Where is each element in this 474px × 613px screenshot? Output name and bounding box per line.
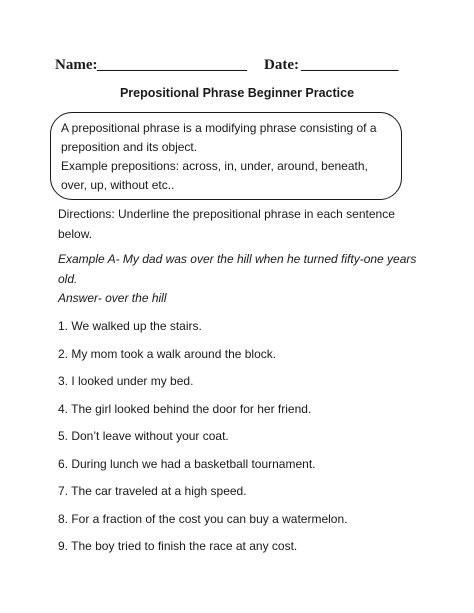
definition-box (50, 112, 402, 200)
question-item: 5. Don’t leave without your coat. (58, 429, 229, 443)
header-row (55, 57, 425, 77)
question-item: 9. The boy tried to finish the race at any cost. (58, 539, 298, 553)
directions-text: Directions: Underline the prepositional phrase in each sentence below. (58, 207, 395, 241)
name-label: Name: (55, 57, 98, 73)
question-item: 6. During lunch we had a basketball tournament. (58, 456, 316, 471)
example-block (58, 250, 418, 309)
example-sentence: Example A- My dad was over the hill when he turned fifty-one years old. (58, 252, 417, 286)
question-item: 8. For a fraction of the cost you can buy a watermelon. (58, 511, 348, 526)
question-item: 7. The car traveled at a high speed. (58, 484, 247, 498)
question-list (58, 318, 438, 566)
worksheet-title: Prepositional Phrase Beginner Practice (119, 86, 355, 100)
question-item: 1. We walked up the stairs. (58, 319, 202, 333)
example-answer: Answer- over the hill (58, 291, 167, 305)
question-item: 3. I looked under my bed. (58, 374, 194, 388)
question-item: 2. My mom took a walk around the block. (58, 346, 277, 361)
example-prepositions-text: Example prepositions: across, in, under, around, beneath, over, up, without etc.. (61, 159, 368, 192)
date-field-line: _____________ (301, 57, 399, 73)
definition-text: A prepositional phrase is a modifying phrase consisting of a preposition and its object. (61, 121, 377, 154)
question-item: 4. The girl looked behind the door for her friend. (58, 401, 312, 416)
name-field-line: ____________________ (97, 57, 247, 73)
date-label: Date: (264, 57, 299, 73)
